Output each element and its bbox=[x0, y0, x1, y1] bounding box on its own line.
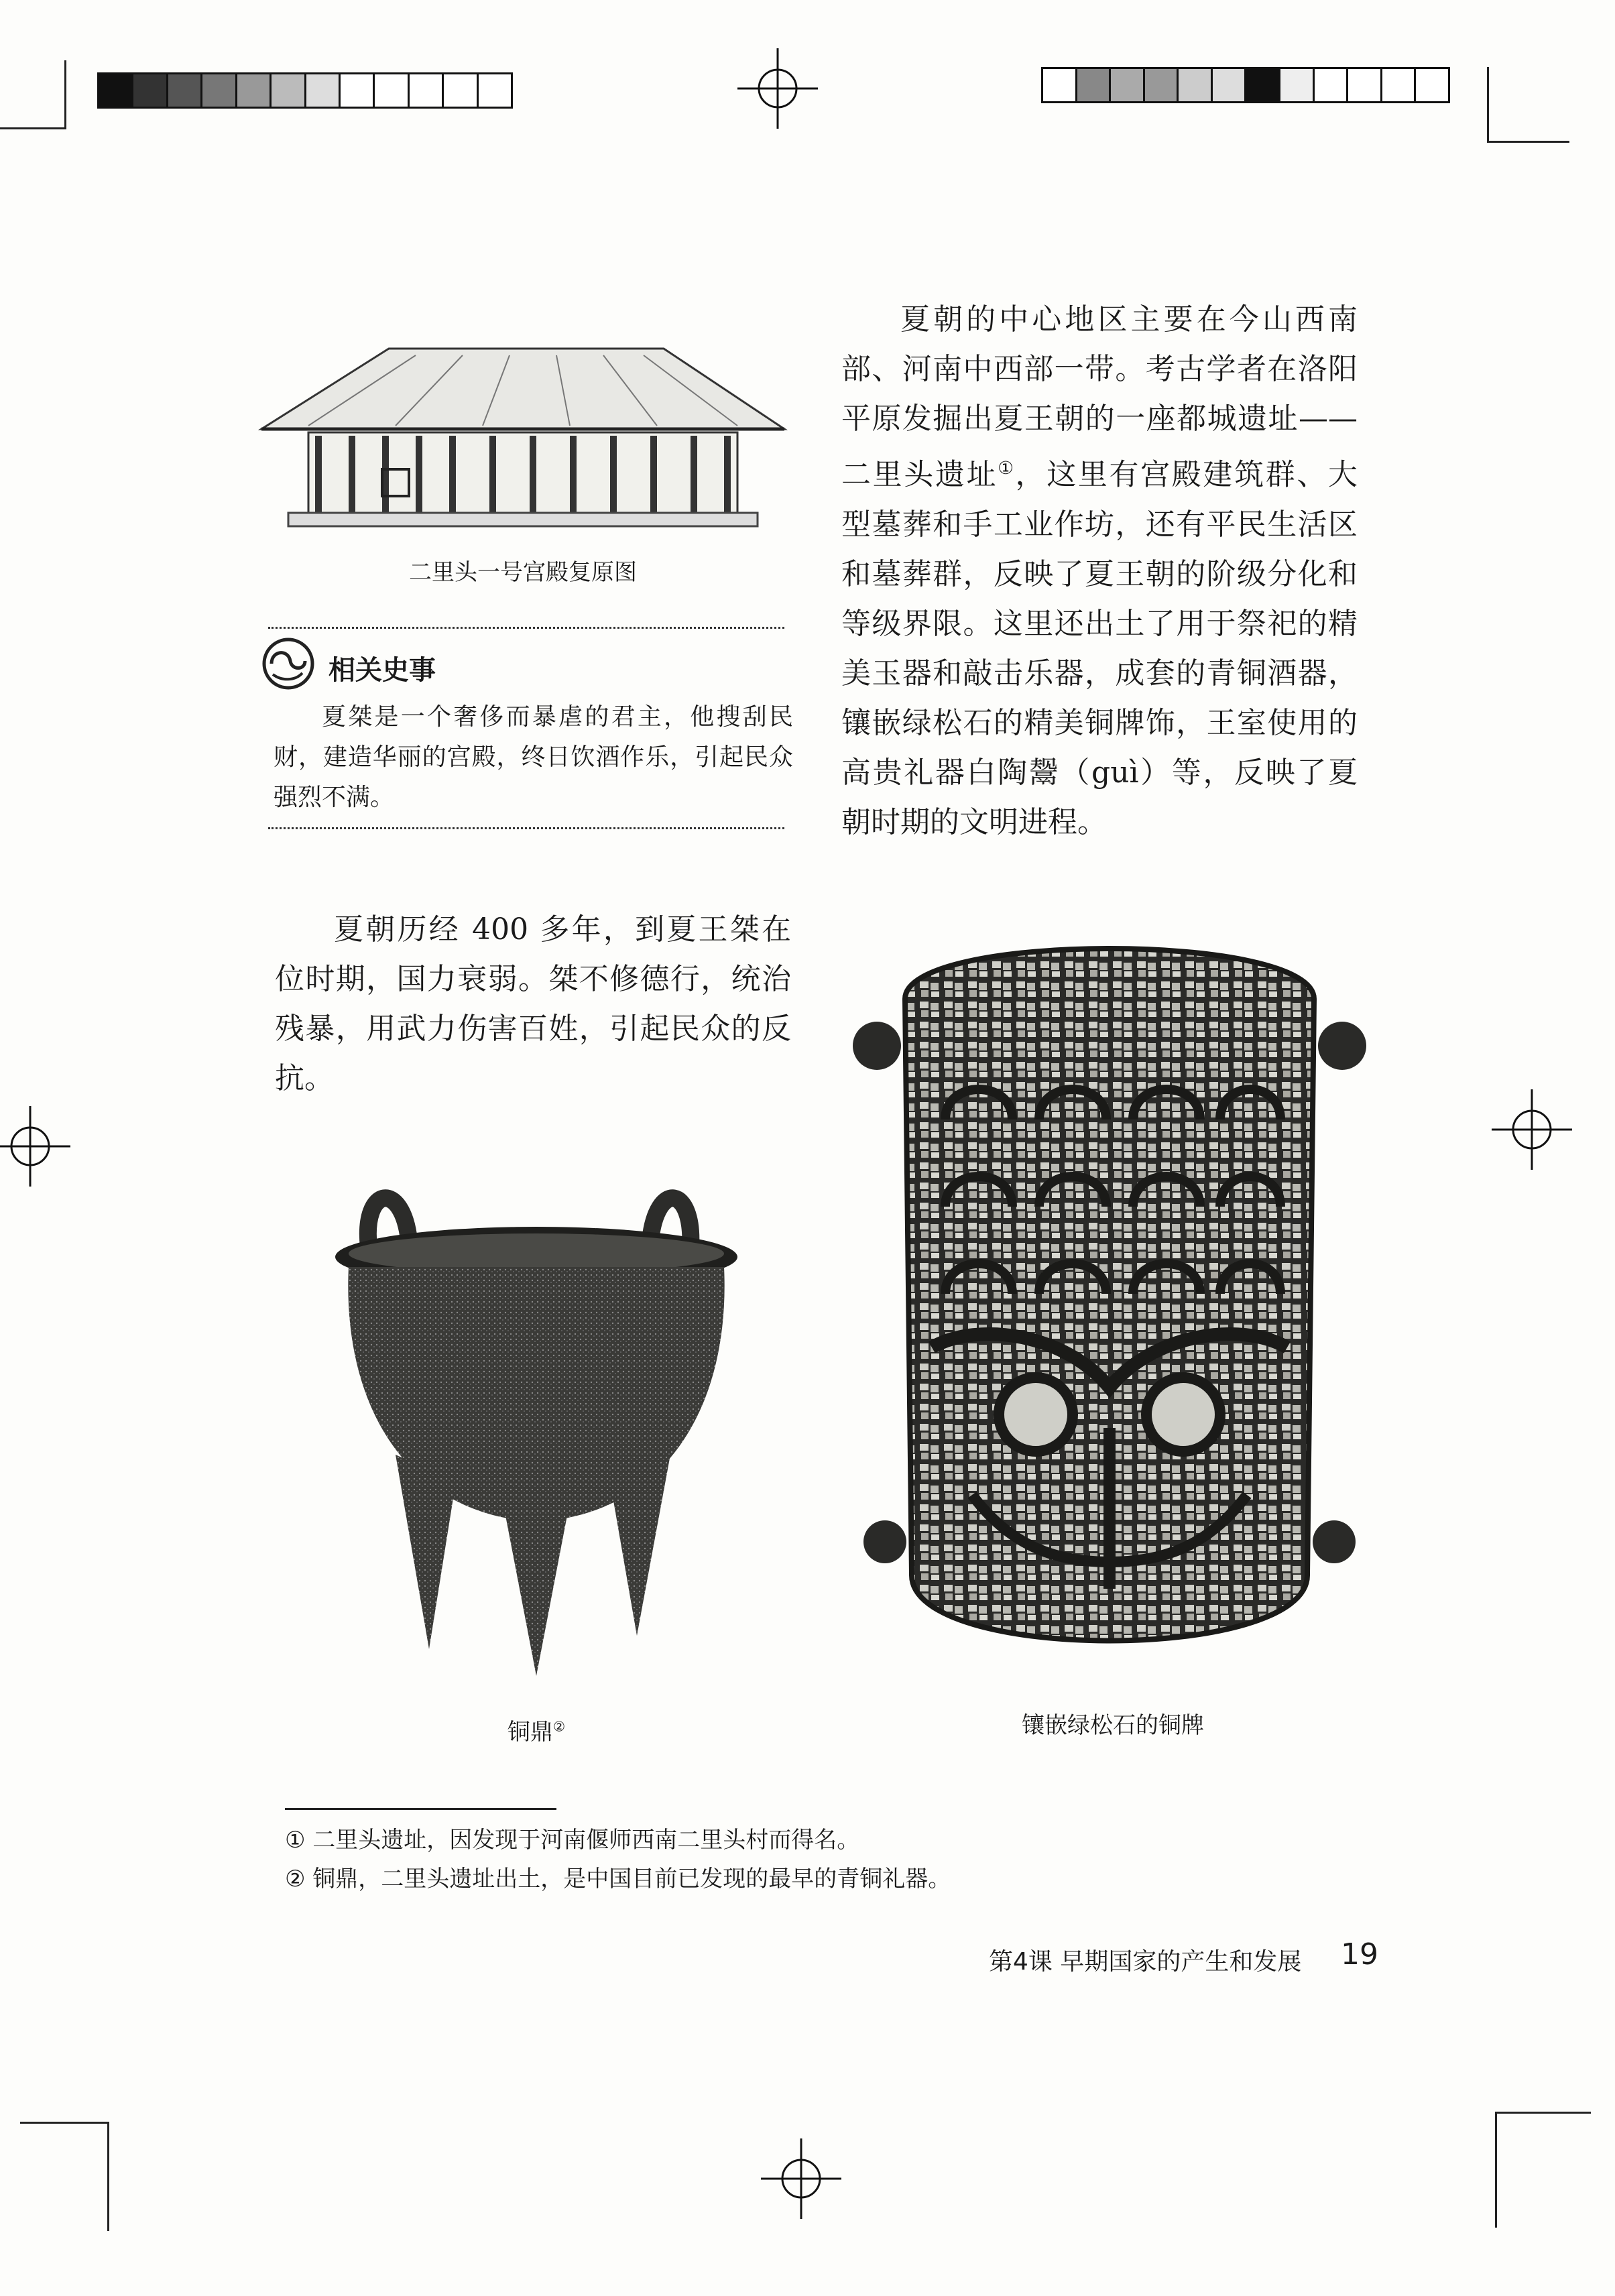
page-number: 19 bbox=[1341, 1937, 1378, 1972]
color-bar-left bbox=[97, 72, 513, 109]
registration-mark-icon bbox=[0, 1106, 70, 1187]
main-paragraph-top-text: 夏朝的中心地区主要在今山西南部、河南中西部一带。考古学者在洛阳平原发掘出夏王朝的一座都城遗址——二里头遗址 bbox=[841, 302, 1358, 492]
footnote-rule bbox=[285, 1808, 556, 1810]
sidebar-title: 相关史事 bbox=[328, 655, 436, 686]
crop-mark-icon bbox=[1487, 67, 1569, 143]
ding-caption-text: 铜鼎 bbox=[507, 1719, 553, 1746]
sidebar-text: 夏桀是一个奢侈而暴虐的君主，他搜刮民财，建造华丽的宫殿，终日饮酒作乐，引起民众强烈不满。 bbox=[274, 703, 793, 811]
footnote-1: ① 二里头遗址，因发现于河南偃师西南二里头村而得名。 bbox=[285, 1827, 860, 1854]
turquoise-plaque-image bbox=[845, 918, 1374, 1696]
footnote-2: ② 铜鼎，二里头遗址出土，是中国目前已发现的最早的青铜礼器。 bbox=[285, 1866, 951, 1892]
ding-caption bbox=[429, 1713, 644, 1746]
palace-reconstruction-image bbox=[248, 335, 798, 536]
footer-lesson-title: 第4课 早期国家的产生和发展 bbox=[989, 1948, 1302, 1976]
main-paragraph-top-cont: ，这里有宫殿建筑群、大型墓葬和手工业作坊，还有平民生活区和墓葬群，反映了夏王朝的阶级分化和等级界限。这里还出土了用于祭祀的精美玉器和敲击乐器，成套的青铜酒器，镶嵌绿松石的精美铜牌饰，王室使用的高贵礼器白陶鬶（guì）等，反映了夏朝时期的文明进程。 bbox=[841, 457, 1358, 839]
registration-mark-icon bbox=[1492, 1089, 1572, 1170]
crop-mark-icon bbox=[20, 2122, 109, 2231]
sidebar-top-divider bbox=[268, 627, 784, 629]
sidebar-bottom-divider bbox=[268, 827, 784, 829]
bronze-ding-image bbox=[322, 1166, 751, 1676]
footnote-ref-2: ② bbox=[552, 1718, 566, 1735]
main-paragraph-left: 夏朝历经 400 多年，到夏王桀在位时期，国力衰弱。桀不修德行，统治残暴，用武力伤害百姓，引起民众的反抗。 bbox=[275, 912, 791, 1095]
registration-mark-icon bbox=[761, 2138, 841, 2219]
main-paragraph-top bbox=[841, 295, 1358, 847]
plaque-caption: 镶嵌绿松石的铜牌 bbox=[1022, 1712, 1204, 1739]
palace-caption: 二里头一号宫殿复原图 bbox=[409, 559, 637, 586]
registration-mark-icon bbox=[737, 48, 818, 129]
crop-mark-icon bbox=[1495, 2112, 1591, 2228]
crop-mark-icon bbox=[0, 60, 66, 129]
sidebar-swirl-icon bbox=[258, 637, 318, 690]
color-bar-right bbox=[1041, 67, 1450, 103]
footnote-ref-1: ① bbox=[998, 458, 1016, 479]
